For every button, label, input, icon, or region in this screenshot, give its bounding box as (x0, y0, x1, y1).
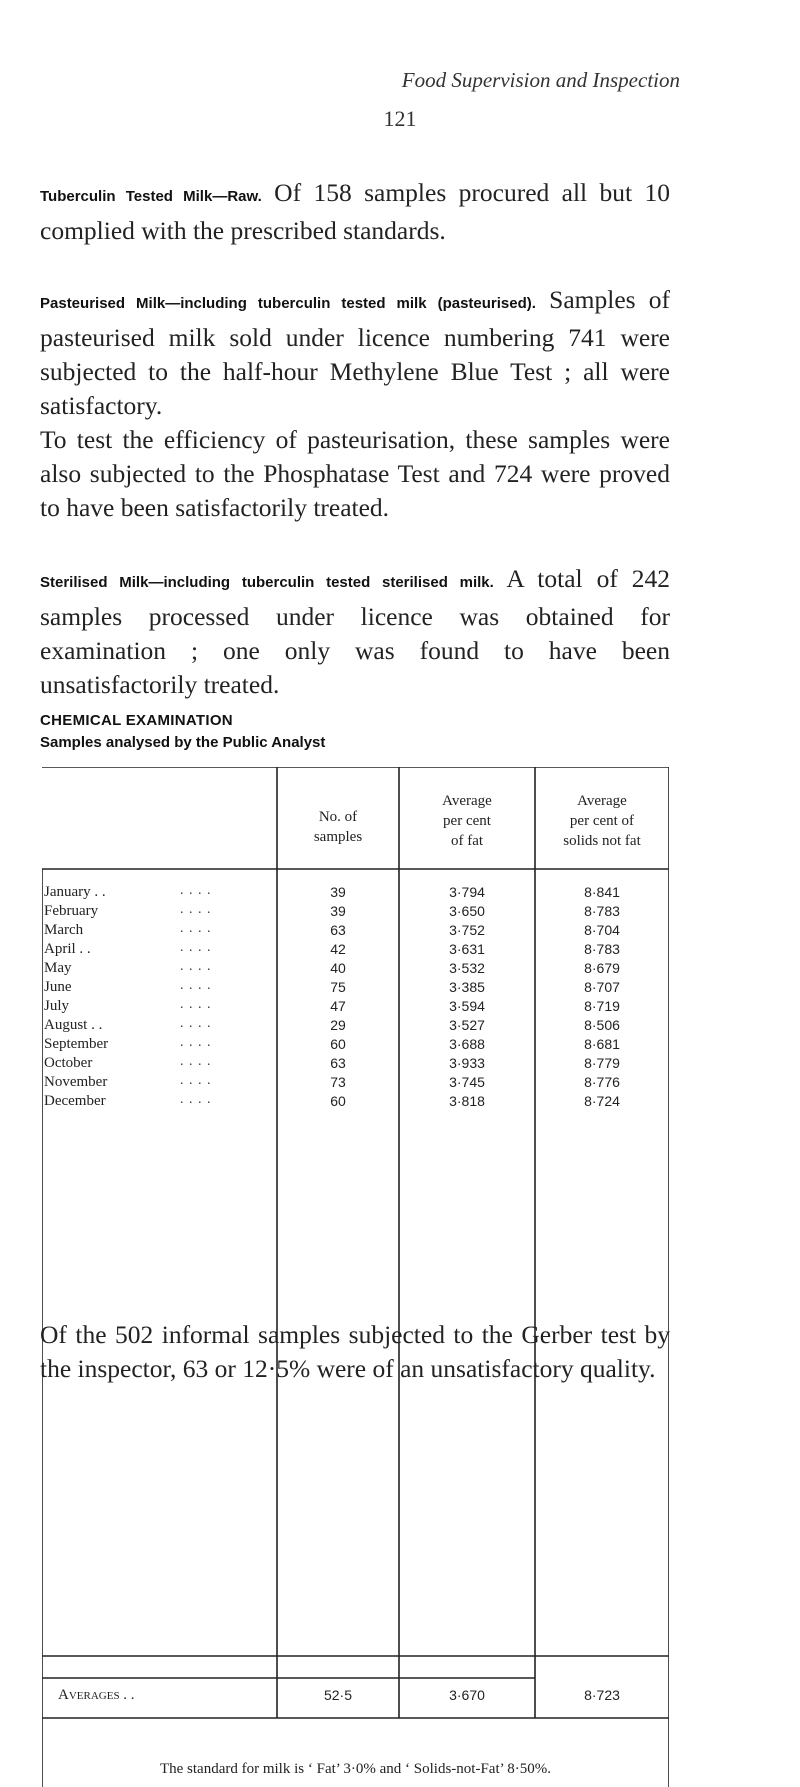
row-month: March (44, 922, 84, 938)
leader-dots: . . . . (180, 1016, 212, 1031)
row-fat: 3·745 (449, 1074, 485, 1090)
row-fat: 3·688 (449, 1036, 485, 1052)
para-lead: Tuberculin Tested Milk—Raw. (40, 188, 262, 205)
header-line: of fat (450, 833, 484, 849)
para-sterilised (40, 562, 670, 702)
row-fat: 3·385 (449, 979, 485, 995)
analysis-table (42, 767, 669, 1777)
row-fat: 3·752 (449, 922, 485, 938)
averages-fat: 3·670 (449, 1687, 485, 1703)
row-solids: 8·779 (584, 1055, 620, 1071)
row-month: November (44, 1074, 108, 1090)
row-samples: 42 (330, 941, 346, 957)
row-samples: 39 (330, 903, 346, 919)
row-samples: 47 (330, 998, 346, 1014)
leader-dots: . . . . (180, 978, 212, 993)
section-subheading: Samples analysed by the Public Analyst (40, 734, 326, 751)
leader-dots: . . . . (180, 921, 212, 936)
closing-paragraph: Of the 502 informal samples subjected to the Gerber test by the inspector, 63 or 12·5% were of an unsatisfactory quality. (40, 1320, 670, 1383)
row-samples: 63 (330, 1055, 346, 1071)
averages-label: Averages . . (58, 1687, 135, 1703)
table-rules (42, 767, 669, 1787)
para-phosphatase (40, 423, 670, 525)
para-lead: Pasteurised Milk—including tuberculin tested milk (pasteurised). (40, 295, 536, 312)
para-text: Samples of pasteurised milk sold under licence numbering 741 were subjected to the half-hour Methylene Blue Test ; all were satisfactory. (40, 285, 671, 420)
row-fat: 3·594 (449, 998, 485, 1014)
header-line: No. of (318, 809, 358, 825)
section-heading: CHEMICAL EXAMINATION (40, 712, 233, 729)
row-month: February (44, 903, 99, 919)
row-solids: 8·506 (584, 1017, 620, 1033)
row-month: August . . (44, 1017, 103, 1033)
row-month: April . . (44, 941, 91, 957)
row-solids: 8·783 (584, 903, 620, 919)
para-text: A total of 242 samples processed under licence was obtained for examination ; one only was found to have been unsatisfactorily treated. (40, 564, 671, 699)
header-line: Average (577, 793, 627, 809)
row-samples: 29 (330, 1017, 346, 1033)
row-month: May (44, 960, 72, 976)
row-samples: 60 (330, 1036, 346, 1052)
header-line: per cent (443, 813, 491, 829)
leader-dots: . . . . (180, 959, 212, 974)
row-month: October (44, 1055, 93, 1071)
row-samples: 73 (330, 1074, 346, 1090)
header-line: solids not fat (563, 833, 641, 849)
row-month: July (44, 998, 70, 1014)
leader-dots: . . . . (180, 1073, 212, 1088)
header-line: Average (442, 793, 492, 809)
row-fat: 3·631 (449, 941, 485, 957)
row-samples: 60 (330, 1093, 346, 1109)
header-solids (535, 791, 669, 851)
para-text: Of 158 samples procured all but 10 complied with the prescribed standards. (40, 178, 670, 245)
para-pasteurised (40, 283, 670, 423)
header-samples (277, 807, 399, 847)
row-month: September (44, 1036, 109, 1052)
averages-samples: 52·5 (323, 1687, 353, 1703)
leader-dots: . . . . (180, 1054, 212, 1069)
running-title: Food Supervision and Inspection (401, 68, 680, 92)
leader-dots: . . . . (180, 1092, 212, 1107)
standard-note: The standard for milk is ‘ Fat’ 3·0% and ‘ Solids-not-Fat’ 8·50%. (159, 1761, 552, 1777)
row-samples: 63 (330, 922, 346, 938)
row-samples: 40 (330, 960, 346, 976)
row-solids: 8·783 (584, 941, 620, 957)
row-month: January . . (44, 884, 106, 900)
para-tt-raw (40, 176, 670, 248)
header-line: per cent of (569, 813, 635, 829)
row-samples: 75 (330, 979, 346, 995)
row-solids: 8·704 (584, 922, 620, 938)
row-solids: 8·841 (584, 884, 620, 900)
leader-dots: . . . . (180, 997, 212, 1012)
leader-dots: . . . . (180, 883, 212, 898)
row-fat: 3·933 (449, 1055, 485, 1071)
row-solids: 8·776 (584, 1074, 620, 1090)
header-fat (399, 791, 535, 851)
leader-dots: . . . . (180, 940, 212, 955)
row-solids: 8·707 (584, 979, 620, 995)
para-lead: Sterilised Milk—including tuberculin tested sterilised milk. (40, 574, 494, 591)
row-fat: 3·794 (449, 884, 485, 900)
para-text: To test the efficiency of pasteurisation, these samples were also subjected to the Phosphatase Test and 724 were proved to have been satisfactorily treated. (40, 425, 670, 522)
row-month: June (44, 979, 72, 995)
row-solids: 8·724 (584, 1093, 620, 1109)
row-month: December (44, 1093, 106, 1109)
row-solids: 8·719 (584, 998, 620, 1014)
row-solids: 8·681 (584, 1036, 620, 1052)
averages-solids: 8·723 (584, 1687, 620, 1703)
header-line: samples (313, 829, 363, 845)
leader-dots: . . . . (180, 902, 212, 917)
leader-dots: . . . . (180, 1035, 212, 1050)
row-fat: 3·527 (449, 1017, 485, 1033)
row-samples: 39 (330, 884, 346, 900)
page-number: 121 (383, 106, 417, 131)
row-fat: 3·532 (449, 960, 485, 976)
row-fat: 3·650 (449, 903, 485, 919)
row-solids: 8·679 (584, 960, 620, 976)
row-fat: 3·818 (449, 1093, 485, 1109)
